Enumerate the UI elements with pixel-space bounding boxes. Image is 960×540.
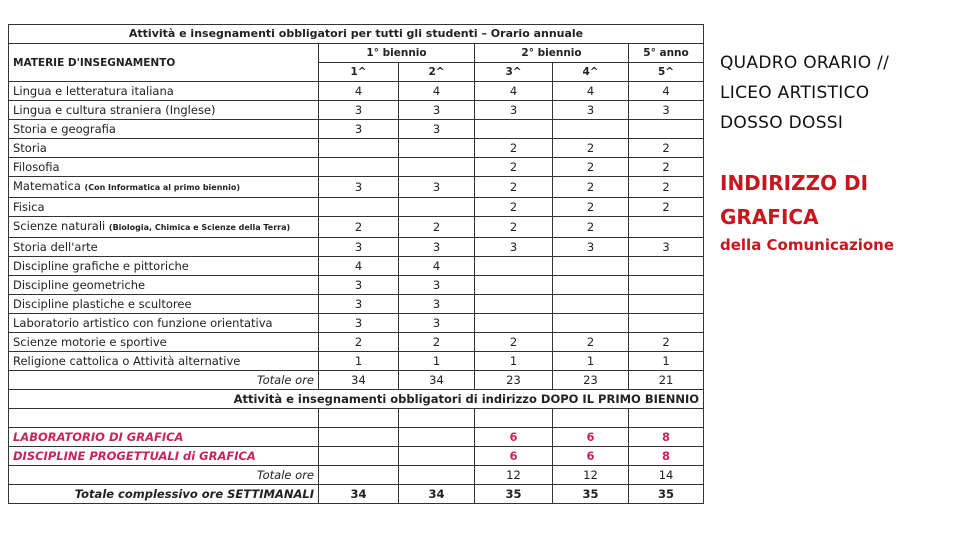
subjects-header: MATERIE D'INSEGNAMENTO — [9, 44, 319, 82]
subject-name: Lingua e letteratura italiana — [13, 84, 174, 98]
grand-total-row — [9, 485, 704, 504]
hours-cell-year-4: 2 — [553, 158, 629, 177]
hours-cell-year-5 — [629, 120, 704, 139]
table-row — [9, 177, 704, 198]
year-header-3: 3^ — [475, 63, 553, 82]
subject-cell — [9, 295, 319, 314]
table-title-row — [9, 25, 704, 44]
hours-cell-year-2 — [399, 198, 475, 217]
track-hours-year-1 — [319, 447, 399, 466]
subject-cell — [9, 314, 319, 333]
subject-cell — [9, 352, 319, 371]
track-row — [9, 428, 704, 447]
hours-cell-year-4: 2 — [553, 198, 629, 217]
hours-cell-year-4: 2 — [553, 333, 629, 352]
total-year-2: 34 — [399, 371, 475, 390]
track-hours-year-3: 6 — [475, 428, 553, 447]
empty-cell — [475, 409, 553, 428]
schedule-table-body — [9, 25, 704, 504]
hours-cell-year-2: 3 — [399, 276, 475, 295]
hours-cell-year-4 — [553, 314, 629, 333]
schedule-table — [8, 24, 704, 504]
hours-cell-year-1 — [319, 198, 399, 217]
hours-cell-year-5: 2 — [629, 198, 704, 217]
empty-row — [9, 409, 704, 428]
track-subtitle: della Comunicazione — [720, 236, 895, 254]
hours-cell-year-2: 3 — [399, 120, 475, 139]
track-row — [9, 447, 704, 466]
hours-cell-year-5: 3 — [629, 238, 704, 257]
total-year-3: 23 — [475, 371, 553, 390]
track-section-title: Attività e insegnamenti obbligatori di indirizzo DOPO IL PRIMO BIENNIO — [9, 390, 704, 409]
hours-cell-year-1: 3 — [319, 295, 399, 314]
hours-cell-year-3 — [475, 295, 553, 314]
subject-cell — [9, 82, 319, 101]
subject-cell — [9, 177, 319, 198]
table-row — [9, 217, 704, 238]
subject-name: Filosofia — [13, 160, 60, 174]
empty-cell — [553, 409, 629, 428]
hours-cell-year-5: 2 — [629, 139, 704, 158]
hours-cell-year-1: 3 — [319, 238, 399, 257]
grand-total-label: Totale complessivo ore SETTIMANALI — [9, 485, 319, 504]
track-hours-year-2 — [399, 447, 475, 466]
year-header-1: 1^ — [319, 63, 399, 82]
subject-note: (Con Informatica al primo biennio) — [84, 183, 241, 192]
track-hours-year-4: 6 — [553, 428, 629, 447]
hours-cell-year-1: 3 — [319, 120, 399, 139]
year-header-5: 5^ — [629, 63, 704, 82]
table-row — [9, 276, 704, 295]
hours-cell-year-4 — [553, 257, 629, 276]
hours-cell-year-1: 2 — [319, 217, 399, 238]
hours-cell-year-1 — [319, 139, 399, 158]
hours-cell-year-5: 3 — [629, 101, 704, 120]
track-title-line-1: INDIRIZZO DI — [720, 171, 869, 195]
hours-cell-year-1: 4 — [319, 82, 399, 101]
track-total-year-2 — [399, 466, 475, 485]
hours-cell-year-2: 2 — [399, 333, 475, 352]
group-header-second-biennium: 2° biennio — [475, 44, 629, 63]
hours-cell-year-1: 4 — [319, 257, 399, 276]
track-hours-year-5: 8 — [629, 447, 704, 466]
hours-cell-year-1: 3 — [319, 276, 399, 295]
subject-cell — [9, 238, 319, 257]
subject-cell — [9, 333, 319, 352]
track-hours-year-1 — [319, 428, 399, 447]
hours-cell-year-3: 2 — [475, 333, 553, 352]
school-title-line-3: DOSSO DOSSI — [720, 113, 844, 133]
table-row — [9, 158, 704, 177]
table-row — [9, 120, 704, 139]
table-row — [9, 238, 704, 257]
subject-cell — [9, 257, 319, 276]
subject-cell — [9, 198, 319, 217]
subject-name: Storia e geografia — [13, 122, 116, 136]
subject-name: Matematica — [13, 179, 81, 193]
hours-cell-year-3 — [475, 257, 553, 276]
table-row — [9, 314, 704, 333]
hours-cell-year-1: 3 — [319, 177, 399, 198]
hours-cell-year-5 — [629, 217, 704, 238]
hours-cell-year-4: 2 — [553, 177, 629, 198]
subject-cell — [9, 158, 319, 177]
hours-cell-year-2 — [399, 158, 475, 177]
group-header-first-biennium: 1° biennio — [319, 44, 475, 63]
grand-total-year-1: 34 — [319, 485, 399, 504]
table-row — [9, 82, 704, 101]
table-row — [9, 198, 704, 217]
subject-name: Storia dell'arte — [13, 240, 98, 254]
hours-cell-year-2: 3 — [399, 101, 475, 120]
hours-cell-year-3: 3 — [475, 238, 553, 257]
subject-name: Discipline geometriche — [13, 278, 146, 292]
track-total-year-5: 14 — [629, 466, 704, 485]
subject-name: Discipline grafiche e pittoriche — [13, 259, 189, 273]
hours-cell-year-4 — [553, 276, 629, 295]
hours-cell-year-3: 2 — [475, 198, 553, 217]
track-subject: DISCIPLINE PROGETTUALI di GRAFICA — [9, 447, 319, 466]
hours-cell-year-2 — [399, 139, 475, 158]
year-header-2: 2^ — [399, 63, 475, 82]
table-row — [9, 101, 704, 120]
school-title-line-1: QUADRO ORARIO // — [720, 53, 890, 73]
table-row — [9, 257, 704, 276]
group-header-row — [9, 44, 704, 63]
subject-name: Scienze naturali — [13, 219, 106, 233]
hours-cell-year-5: 2 — [629, 177, 704, 198]
total-label: Totale ore — [9, 371, 319, 390]
hours-cell-year-2: 2 — [399, 217, 475, 238]
grand-total-year-5: 35 — [629, 485, 704, 504]
hours-cell-year-4: 1 — [553, 352, 629, 371]
hours-cell-year-3 — [475, 120, 553, 139]
hours-cell-year-3 — [475, 276, 553, 295]
subject-name: Laboratorio artistico con funzione orientativa — [13, 316, 273, 330]
subject-cell — [9, 120, 319, 139]
table-row — [9, 333, 704, 352]
group-header-fifth-year: 5° anno — [629, 44, 704, 63]
hours-cell-year-1: 3 — [319, 314, 399, 333]
subject-name: Fisica — [13, 200, 45, 214]
hours-cell-year-3: 1 — [475, 352, 553, 371]
hours-cell-year-5: 1 — [629, 352, 704, 371]
empty-cell — [399, 409, 475, 428]
subject-name: Storia — [13, 141, 47, 155]
track-total-year-4: 12 — [553, 466, 629, 485]
grand-total-year-2: 34 — [399, 485, 475, 504]
empty-cell — [629, 409, 704, 428]
table-row — [9, 139, 704, 158]
hours-cell-year-2: 1 — [399, 352, 475, 371]
school-title-line-2: LICEO ARTISTICO — [720, 83, 870, 103]
hours-cell-year-2: 4 — [399, 82, 475, 101]
empty-cell — [319, 409, 399, 428]
hours-cell-year-3: 4 — [475, 82, 553, 101]
hours-cell-year-5 — [629, 295, 704, 314]
track-title-line-2: GRAFICA — [720, 205, 819, 229]
hours-cell-year-2: 3 — [399, 238, 475, 257]
hours-cell-year-3: 2 — [475, 177, 553, 198]
hours-cell-year-1: 3 — [319, 101, 399, 120]
hours-cell-year-5: 2 — [629, 333, 704, 352]
hours-cell-year-4 — [553, 120, 629, 139]
track-hours-year-4: 6 — [553, 447, 629, 466]
hours-cell-year-4: 3 — [553, 238, 629, 257]
subject-cell — [9, 217, 319, 238]
subject-cell — [9, 139, 319, 158]
grand-total-year-4: 35 — [553, 485, 629, 504]
hours-cell-year-4 — [553, 295, 629, 314]
subject-note: (Biologia, Chimica e Scienze della Terra) — [108, 223, 291, 232]
track-hours-year-2 — [399, 428, 475, 447]
hours-cell-year-4: 3 — [553, 101, 629, 120]
hours-cell-year-3: 2 — [475, 158, 553, 177]
track-subject: LABORATORIO DI GRAFICA — [9, 428, 319, 447]
track-total-year-1 — [319, 466, 399, 485]
track-total-year-3: 12 — [475, 466, 553, 485]
subject-name: Scienze motorie e sportive — [13, 335, 167, 349]
hours-cell-year-1 — [319, 158, 399, 177]
hours-cell-year-5 — [629, 314, 704, 333]
empty-cell — [9, 409, 319, 428]
hours-cell-year-2: 3 — [399, 314, 475, 333]
grand-total-year-3: 35 — [475, 485, 553, 504]
side-panel — [720, 48, 950, 256]
hours-cell-year-2: 3 — [399, 295, 475, 314]
total-year-1: 34 — [319, 371, 399, 390]
hours-cell-year-3: 2 — [475, 217, 553, 238]
hours-cell-year-3: 3 — [475, 101, 553, 120]
track-total-row — [9, 466, 704, 485]
hours-cell-year-4: 4 — [553, 82, 629, 101]
year-header-4: 4^ — [553, 63, 629, 82]
track-hours-year-3: 6 — [475, 447, 553, 466]
hours-cell-year-5: 2 — [629, 158, 704, 177]
hours-cell-year-2: 4 — [399, 257, 475, 276]
track-hours-year-5: 8 — [629, 428, 704, 447]
track-total-label: Totale ore — [9, 466, 319, 485]
hours-cell-year-5 — [629, 276, 704, 295]
total-row — [9, 371, 704, 390]
subject-name: Religione cattolica o Attività alternative — [13, 354, 241, 368]
subject-name: Discipline plastiche e scultoree — [13, 297, 192, 311]
table-row — [9, 295, 704, 314]
hours-cell-year-5: 4 — [629, 82, 704, 101]
subject-name: Lingua e cultura straniera (Inglese) — [13, 103, 216, 117]
subject-cell — [9, 101, 319, 120]
total-year-5: 21 — [629, 371, 704, 390]
subject-cell — [9, 276, 319, 295]
hours-cell-year-4: 2 — [553, 217, 629, 238]
hours-cell-year-5 — [629, 257, 704, 276]
total-year-4: 23 — [553, 371, 629, 390]
hours-cell-year-3: 2 — [475, 139, 553, 158]
hours-cell-year-2: 3 — [399, 177, 475, 198]
table-row — [9, 352, 704, 371]
track-section-header-row — [9, 390, 704, 409]
hours-cell-year-1: 2 — [319, 333, 399, 352]
hours-cell-year-3 — [475, 314, 553, 333]
hours-cell-year-1: 1 — [319, 352, 399, 371]
table-title: Attività e insegnamenti obbligatori per tutti gli studenti – Orario annuale — [9, 25, 704, 44]
hours-cell-year-4: 2 — [553, 139, 629, 158]
